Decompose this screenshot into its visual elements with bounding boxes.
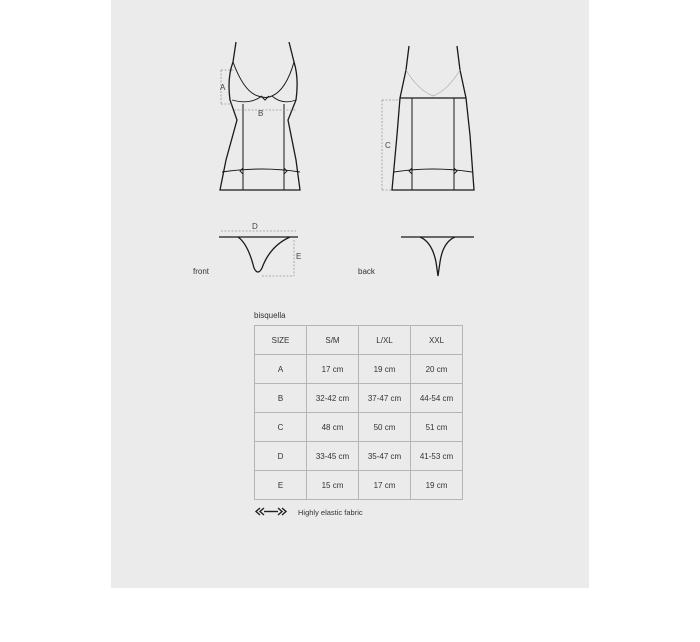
- table-row: [255, 442, 463, 471]
- table-cell: 17 cm: [359, 471, 411, 500]
- table-row: [255, 413, 463, 442]
- table-cell: D: [255, 442, 307, 471]
- table-row: [255, 355, 463, 384]
- table-cell: 41-53 cm: [411, 442, 463, 471]
- dimension-label-b: B: [258, 109, 264, 118]
- table-cell: 35-47 cm: [359, 442, 411, 471]
- fabric-legend: [254, 507, 363, 518]
- table-cell: B: [255, 384, 307, 413]
- elastic-arrows-icon: [254, 507, 288, 518]
- table-cell: 17 cm: [307, 355, 359, 384]
- back-thong-drawing: [401, 237, 474, 276]
- dimension-label-a: A: [220, 83, 226, 92]
- table-cell: 48 cm: [307, 413, 359, 442]
- table-cell: 19 cm: [411, 471, 463, 500]
- back-view-label: back: [358, 267, 375, 276]
- legend-text: Highly elastic fabric: [298, 508, 363, 517]
- table-cell: 32-42 cm: [307, 384, 359, 413]
- table-cell: C: [255, 413, 307, 442]
- size-chart-table: [254, 325, 463, 500]
- table-cell: 19 cm: [359, 355, 411, 384]
- header-cell: L/XL: [359, 326, 411, 355]
- table-cell: A: [255, 355, 307, 384]
- table-cell: 50 cm: [359, 413, 411, 442]
- header-cell: XXL: [411, 326, 463, 355]
- table-cell: 33-45 cm: [307, 442, 359, 471]
- dimension-label-e: E: [296, 252, 302, 261]
- table-header-row: [255, 326, 463, 355]
- table-cell: 44-54 cm: [411, 384, 463, 413]
- dimension-label-d: D: [252, 222, 258, 231]
- dimension-label-c: C: [385, 141, 391, 150]
- table-cell: 20 cm: [411, 355, 463, 384]
- front-thong-drawing: [219, 237, 298, 272]
- table-cell: 15 cm: [307, 471, 359, 500]
- product-name: bisquella: [254, 311, 286, 320]
- table-row: [255, 384, 463, 413]
- table-cell: 51 cm: [411, 413, 463, 442]
- header-cell: S/M: [307, 326, 359, 355]
- table-cell: 37-47 cm: [359, 384, 411, 413]
- table-cell: E: [255, 471, 307, 500]
- back-chemise-drawing: [392, 46, 474, 190]
- header-cell: SIZE: [255, 326, 307, 355]
- table-row: [255, 471, 463, 500]
- front-view-label: front: [193, 267, 210, 276]
